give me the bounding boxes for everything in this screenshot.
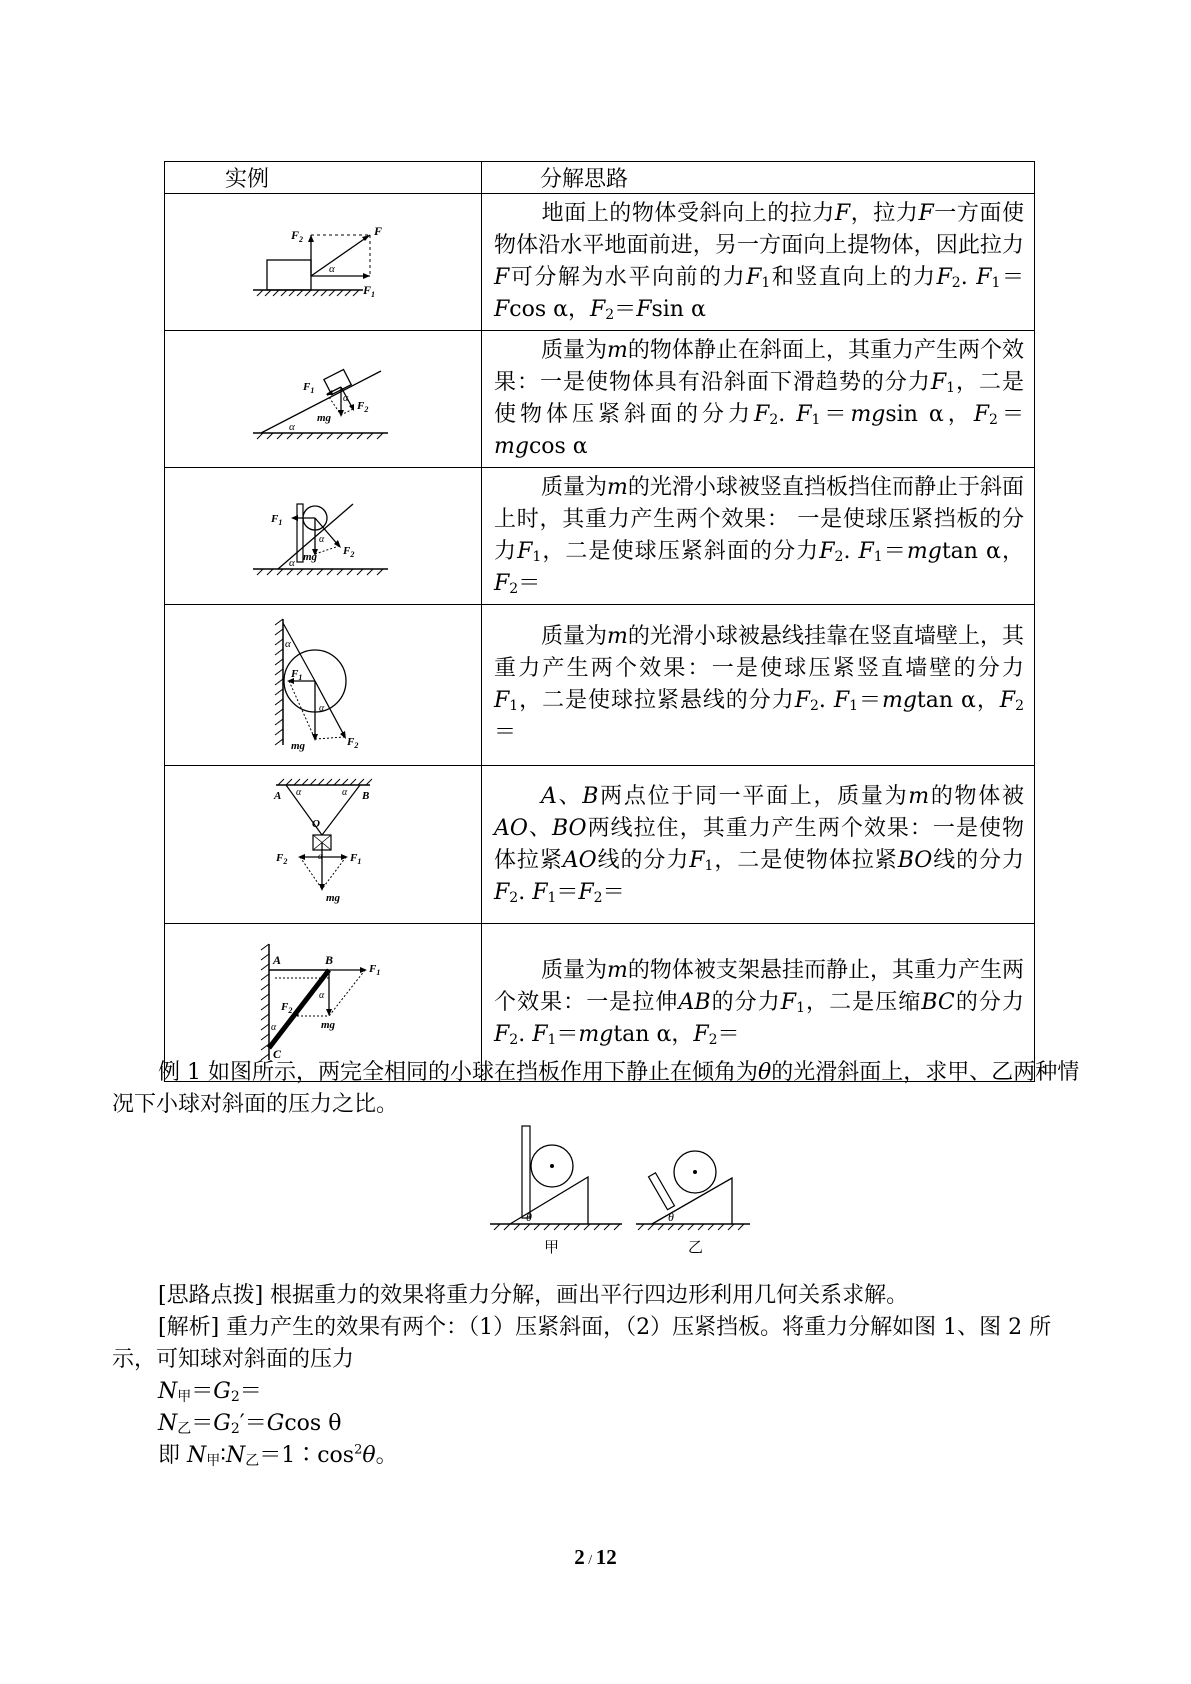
method-text: 质量为m的光滑小球被竖直挡板挡住而静止于斜面上时，其重力产生两个效果： 一是使球压紧挡板的分力$F_1$，二是使球压紧斜面的分力$F_2$. $F_1=mgtan$ α，$F_2=$ — [482, 468, 1035, 605]
label-mg: mg — [317, 411, 332, 424]
label-a: A — [274, 790, 282, 802]
label-b: B — [362, 790, 370, 802]
figure-cell — [165, 331, 482, 468]
caption-jia: 甲 — [544, 1240, 560, 1256]
label-alpha: α — [271, 1022, 277, 1033]
label-alpha: α — [296, 787, 302, 798]
label-f2: $F_2$ — [343, 544, 355, 559]
label-f1: $F_1$ — [369, 963, 381, 977]
method-text: 质量为m的物体静止在斜面上，其重力产生两个效果：一是使物体具有沿斜面下滑趋势的分力$F_1$，二是使物体压紧斜面的分力$F_2$. $F_1=mgsin$ α，$F_2=mgcos$ α — [482, 331, 1035, 468]
table-row — [165, 766, 1035, 924]
label-alpha-2: α — [343, 392, 349, 404]
label-f1: $F_1$ — [350, 852, 362, 866]
label-mg: mg — [321, 1019, 336, 1031]
label-alpha-2: α — [319, 533, 325, 545]
label-f2: $F_2$ — [347, 736, 359, 750]
figure-cell — [165, 194, 482, 331]
label-f1: $F_1$ — [303, 380, 315, 395]
label-alpha-2: α — [319, 703, 325, 714]
example-figure — [488, 1122, 758, 1262]
equation-1: $N_甲=G_2=$ — [158, 1379, 262, 1405]
label-mg: mg — [326, 892, 341, 904]
header-method: 分解思路 — [482, 162, 1035, 194]
caption-yi: 乙 — [688, 1240, 704, 1256]
label-f2: $F_2$ — [281, 1001, 293, 1015]
page-number: 2 / 12 — [574, 1545, 617, 1569]
label-alpha: α — [285, 638, 291, 650]
hanging-ball-wall-diagram — [263, 615, 383, 755]
label-f2: $F_2$ — [276, 852, 288, 866]
label-alpha: α — [329, 263, 335, 275]
label-f1: $F_1$ — [271, 512, 283, 527]
label-f: F — [374, 224, 383, 238]
analysis-paragraph: [解析] 重力产生的效果有两个：（1）压紧斜面，（2）压紧挡板。将重力分解如图 1、图 2 所示，可知球对斜面的压力 — [112, 1315, 1052, 1372]
header-example: 实例 — [165, 162, 482, 194]
table-header-row — [165, 162, 1035, 194]
label-mg: mg — [303, 550, 318, 563]
theta-label-left: θ — [526, 1210, 532, 1224]
label-f1: $F_1$ — [363, 283, 376, 299]
table-row — [165, 194, 1035, 331]
figure-cell — [165, 468, 482, 605]
hint-paragraph: [思路点拨] 根据重力的效果将重力分解，画出平行四边形利用几何关系求解。 — [158, 1283, 909, 1308]
ball-board-incline-diagram — [253, 494, 393, 579]
equation-2: $N_乙=G_2'=Gcos$ θ — [158, 1411, 342, 1437]
label-b: B — [325, 953, 334, 967]
figure-cell — [165, 766, 482, 924]
method-text: 地面上的物体受斜向上的拉力F，拉力F一方面使物体沿水平地面前进，另一方面向上提物体，因此拉力F可分解为水平向前的力$F_1$和竖直向上的力$F_2$. $F_1=Fcos$ α，$F_2=Fsin$ α — [482, 194, 1035, 331]
label-alpha-3: α — [318, 851, 323, 861]
label-f1: $F_1$ — [291, 668, 303, 682]
example-paragraph: 例 1 如图所示，两完全相同的小球在挡板作用下静止在倾角为θ的光滑斜面上，求甲、乙两种情况下小球对斜面的压力之比。 — [112, 1060, 1080, 1117]
theta-label-right: θ — [668, 1210, 674, 1224]
pull-force-diagram — [253, 222, 393, 302]
decomposition-table — [164, 161, 1035, 1082]
label-c: C — [273, 1047, 282, 1061]
method-text: 质量为m的物体被支架悬挂而静止，其重力产生两个效果：一是拉伸AB的分力$F_1$，二是压缩BC的分力$F_2$. $F_1=mgtan$ α，$F_2=$ — [482, 924, 1035, 1082]
label-f2: $F_2$ — [291, 228, 304, 244]
label-mg: mg — [291, 740, 306, 752]
bracket-diagram — [253, 940, 393, 1065]
label-alpha-2: α — [319, 990, 325, 1001]
table-row — [165, 331, 1035, 468]
equation-3: 即 $N_甲∶N_乙=1∶\cos^2\theta$。 — [158, 1442, 398, 1469]
method-text: 质量为m的光滑小球被悬线挂靠在竖直墙壁上，其重力产生两个效果：一是使球压紧竖直墙壁的分力$F_1$，二是使球拉紧悬线的分力$F_2$. $F_1=mgtan$ α，$F_2=$ — [482, 605, 1035, 766]
label-o: O — [312, 818, 320, 830]
label-alpha: α — [289, 556, 295, 569]
label-a: A — [273, 953, 282, 967]
label-f2: $F_2$ — [357, 399, 369, 414]
method-text: A、B两点位于同一平面上，质量为m的物体被AO、BO两线拉住，其重力产生两个效果：一是使物体拉紧AO线的分力$F_1$，二是使物体拉紧BO线的分力$F_2$. $F_1=F_2=$ — [482, 766, 1035, 924]
table-row — [165, 605, 1035, 766]
incline-block-diagram — [253, 357, 393, 442]
two-strings-diagram — [268, 777, 378, 912]
table-row — [165, 468, 1035, 605]
label-alpha-2: α — [342, 787, 348, 798]
figure-cell — [165, 605, 482, 766]
label-alpha: α — [289, 420, 295, 433]
